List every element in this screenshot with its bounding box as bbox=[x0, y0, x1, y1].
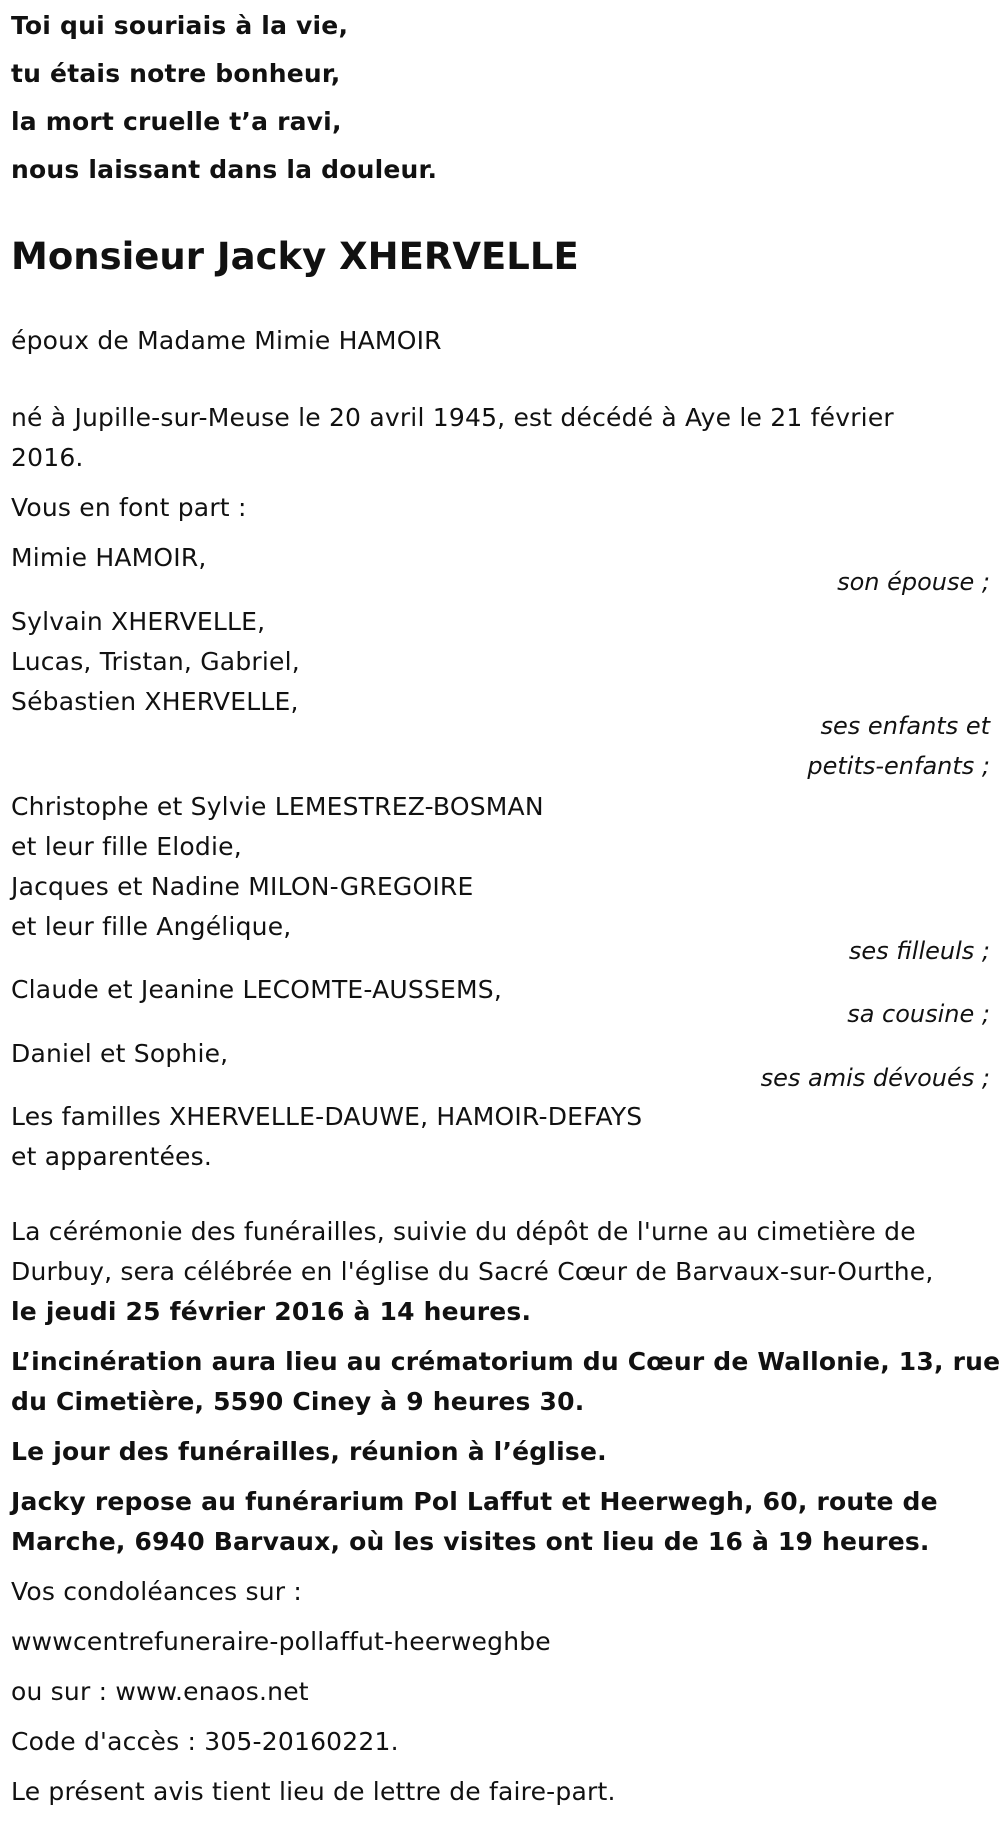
condolences-site-1: wwwcentrefuneraire-pollaffut-heerweghbe bbox=[11, 1627, 551, 1656]
meeting-line: Le jour des funérailles, réunion à l’église. bbox=[11, 1437, 607, 1466]
spouse-name: Mimie HAMOIR, bbox=[11, 543, 207, 572]
cousin-line: Claude et Jeanine LECOMTE-AUSSEMS, bbox=[11, 975, 503, 1004]
ceremony-line-2: Durbuy, sera célébrée en l'église du Sacré Cœur de Barvaux-sur-Ourthe, bbox=[11, 1257, 934, 1286]
poem-line-2: tu étais notre bonheur, bbox=[11, 59, 341, 88]
birth-death-line-1: né à Jupille-sur-Meuse le 20 avril 1945, est décédé à Aye le 21 février bbox=[11, 403, 894, 432]
poem-line-3: la mort cruelle t’a ravi, bbox=[11, 107, 342, 136]
ceremony-line-1: La cérémonie des funérailles, suivie du dépôt de l'urne au cimetière de bbox=[11, 1217, 916, 1246]
families-line-1: Les familles XHERVELLE-DAUWE, HAMOIR-DEFAYS bbox=[11, 1102, 643, 1131]
godchild-line-4: et leur fille Angélique, bbox=[11, 912, 292, 941]
condolences-label: Vos condoléances sur : bbox=[11, 1577, 302, 1606]
visits-line-2: Marche, 6940 Barvaux, où les visites ont lieu de 16 à 19 heures. bbox=[11, 1527, 930, 1556]
child-line-2: Lucas, Tristan, Gabriel, bbox=[11, 647, 300, 676]
spouse-line: époux de Madame Mimie HAMOIR bbox=[11, 326, 442, 355]
families-line-2: et apparentées. bbox=[11, 1142, 212, 1171]
friends-line: Daniel et Sophie, bbox=[11, 1039, 229, 1068]
friends-relation: ses amis dévoués ; bbox=[760, 1064, 990, 1092]
cousin-relation: sa cousine ; bbox=[847, 1000, 990, 1028]
access-code: Code d'accès : 305-20160221. bbox=[11, 1727, 399, 1756]
announce-line: Vous en font part : bbox=[11, 493, 247, 522]
child-line-1: Sylvain XHERVELLE, bbox=[11, 607, 266, 636]
deceased-name: Monsieur Jacky XHERVELLE bbox=[11, 235, 579, 278]
ceremony-date: le jeudi 25 février 2016 à 14 heures. bbox=[11, 1297, 532, 1326]
godchild-line-1: Christophe et Sylvie LEMESTREZ-BOSMAN bbox=[11, 792, 544, 821]
cremation-line-1: L’incinération aura lieu au crématorium du Cœur de Wallonie, 13, rue bbox=[11, 1347, 1000, 1376]
cremation-line-2: du Cimetière, 5590 Ciney à 9 heures 30. bbox=[11, 1387, 585, 1416]
children-relation-1: ses enfants et bbox=[820, 712, 990, 740]
child-line-3: Sébastien XHERVELLE, bbox=[11, 687, 299, 716]
birth-death-line-2: 2016. bbox=[11, 443, 84, 472]
visits-line-1: Jacky repose au funérarium Pol Laffut et Heerwegh, 60, route de bbox=[11, 1487, 938, 1516]
footer-note: Le présent avis tient lieu de lettre de faire-part. bbox=[11, 1777, 616, 1806]
godchild-line-2: et leur fille Elodie, bbox=[11, 832, 242, 861]
condolences-site-2: ou sur : www.enaos.net bbox=[11, 1677, 309, 1706]
spouse-relation: son épouse ; bbox=[837, 568, 990, 596]
godchild-line-3: Jacques et Nadine MILON-GREGOIRE bbox=[11, 872, 474, 901]
poem-line-1: Toi qui souriais à la vie, bbox=[11, 11, 349, 40]
children-relation-2: petits-enfants ; bbox=[807, 752, 990, 780]
poem-line-4: nous laissant dans la douleur. bbox=[11, 155, 438, 184]
godchildren-relation: ses filleuls ; bbox=[848, 937, 990, 965]
